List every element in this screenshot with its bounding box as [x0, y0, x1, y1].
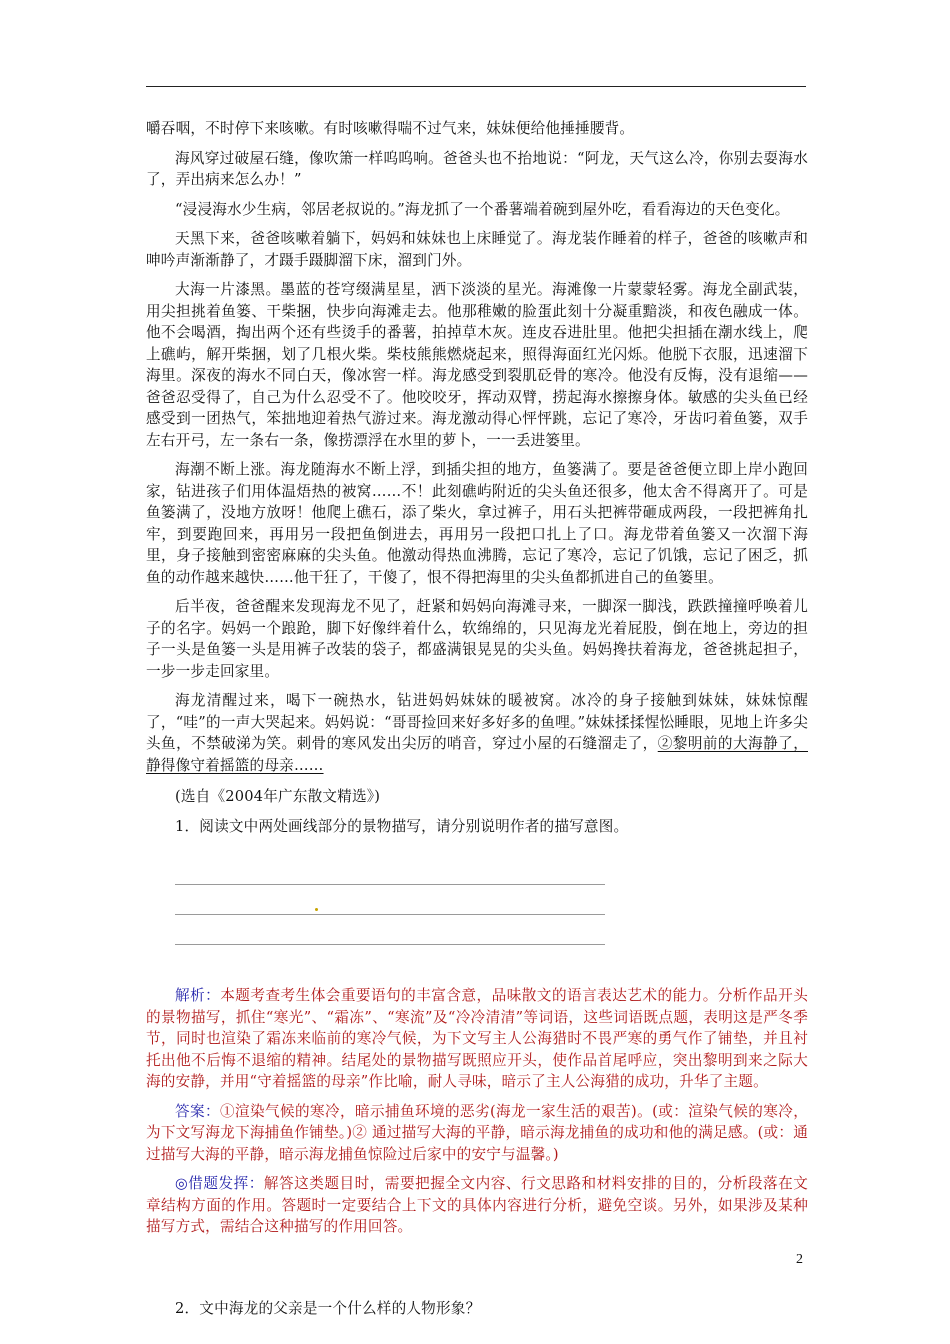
underlined-scenery-2: ②黎明前的大海静了，静得像守着摇篮的母亲……: [146, 735, 808, 774]
question-2: 2．文中海龙的父亲是一个什么样的人物形象？: [175, 1299, 481, 1317]
tip-block: [146, 1173, 808, 1238]
header-rule: [146, 86, 806, 87]
paragraph-4: 天黑下来，爸爸咳嗽着躺下，妈妈和妹妹也上床睡觉了。海龙装作睡着的样子，爸爸的咳嗽声和呻吟声渐渐静了，才蹑手蹑脚溜下床，溜到门外。: [146, 230, 808, 269]
page-number: 2: [796, 1252, 803, 1267]
answer-label: 答案：: [175, 1102, 220, 1120]
tip-text: 解答这类题目时，需要把握全文内容、行文思路和材料安排的目的，分析段落在文章结构方面的作用。答题时一定要结合上下文的具体内容进行分析，避免空谈。另外，如果涉及某种描写方式，需结合这种描写的作用回答。: [146, 1175, 808, 1235]
paragraph-1: 嚼吞咽，不时停下来咳嗽。有时咳嗽得喘不过气来，妹妹便给他捶捶腰背。: [146, 120, 635, 137]
question-1: 1．阅读文中两处画线部分的景物描写，请分别说明作者的描写意图。: [175, 817, 629, 835]
paragraph-8-text: 海龙清醒过来，喝下一碗热水，钻进妈妈妹妹的暖被窝。冰冷的身子接触到妹妹，妹妹惊醒了，“哇”的一声大哭起来。妈妈说：“哥哥捡回来好多好多的鱼哩。”妹妹揉揉惺忪睡眼，见地上许多尖头鱼，不禁破涕为笑。刺骨的寒风发出尖厉的哨音，穿过小屋的石缝溜走了，: [146, 692, 808, 752]
analysis-section: [146, 985, 808, 1238]
dot-mark: [315, 908, 318, 911]
document-body: [146, 118, 808, 1319]
source-citation: (选自《2004年广东散文精选》): [175, 788, 381, 805]
analysis-block: [146, 985, 808, 1093]
paragraph-3: “浸浸海水少生病，邻居老叔说的。”海龙抓了一个番薯端着碗到屋外吃，看看海边的天色变化。: [175, 200, 790, 218]
answer-block: [146, 1101, 808, 1166]
paragraph-2: 海风穿过破屋石缝，像吹箫一样呜呜响。爸爸头也不抬地说：“阿龙，天气这么冷，你别去耍海水了，弄出病来怎么办！”: [146, 149, 808, 188]
answer-text: ①渲染气候的寒冷，暗示捕鱼环境的恶劣(海龙一家生活的艰苦)。(或：渲染气候的寒冷，为下文写海龙下海捕鱼作铺垫。)② 通过描写大海的平静，暗示海龙捕鱼的成功和他的满足感。(或：通过描写大海的平静，暗示海龙捕鱼惊险过后家中的安宁与温馨。): [146, 1102, 808, 1163]
analysis-label: 解析：: [175, 987, 221, 1004]
answer-line[interactable]: [175, 885, 605, 915]
paragraph-6: 海潮不断上涨。海龙随海水不断上浮，到插尖担的地方，鱼篓满了。要是爸爸便立即上岸小跑回家，钻进孩子们用体温焐热的被窝……不！此刻礁屿附近的尖头鱼还很多，他太舍不得离开了。可是鱼篓满了，没地方放呀！他爬上礁石，添了柴火，拿过裤子，用石头把裤带砸成两段，一段把裤角扎牢，到要跑回来，再用另一段把鱼倒进去，再用另一段把口扎上了口。海龙带着鱼篓又一次溜下海里，身子接触到密密麻麻的尖头鱼。他激动得热血沸腾，忘记了寒冷，忘记了饥饿，忘记了困乏，抓鱼的动作越来越快……他干狂了，干傻了，恨不得把海里的尖头鱼都抓进自己的鱼篓里。: [146, 461, 808, 586]
paragraph-8: [146, 690, 808, 776]
paragraph-5: 大海一片漆黑。墨蓝的苍穹缀满星星，洒下淡淡的星光。海滩像一片蒙蒙轻雾。海龙全副武装，用尖担挑着鱼篓、干柴捆，快步向海滩走去。他那稚嫩的脸蛋此刻十分凝重黯淡，和夜色融成一体。他不会喝酒，掏出两个还有些烫手的番薯，拍掉草木灰。连皮吞进肚里。他把尖担插在潮水线上，爬上礁屿，解开柴捆，划了几根火柴。柴枝熊熊燃烧起来，照得海面红光闪烁。他脱下衣服，迅速溜下海里。深夜的海水不同白天，像冰窖一样。海龙感受到裂肌砭骨的寒冷。他没有反悔，没有退缩——爸爸忍受得了，自己为什么忍受不了。他咬咬牙，挥动双臂，捞起海水擦擦身体。敏感的尖头鱼已经感受到一团热气，笨拙地迎着热气游过来。海龙激动得心怦怦跳，忘记了寒冷，牙齿叼着鱼篓，双手左右开弓，左一条右一条，像捞漂浮在水里的萝卜，一一丢进篓里。: [146, 281, 808, 449]
tip-label: ◎借题发挥：: [175, 1175, 264, 1192]
answer-line[interactable]: [175, 915, 605, 945]
answer-lines: [175, 855, 605, 945]
analysis-text: 本题考查考生体会重要语句的丰富含意，品味散文的语言表达艺术的能力。分析作品开头的景物描写，抓住“寒光”、“霜冻”、“寒流”及“冷冷清清”等词语，这些词语既点题，表明这是严冬季节，同时也渲染了霜冻来临前的寒冷气候，为下文写主人公海猎时不畏严寒的勇气作了铺垫，并且衬托出他不后悔不退缩的精神。结尾处的景物描写既照应开头，使作品首尾呼应，突出黎明到来之际大海的安静，并用“守着摇篮的母亲”作比喻，耐人寻味，暗示了主人公海猎的成功，升华了主题。: [146, 987, 808, 1090]
paragraph-7: 后半夜，爸爸醒来发现海龙不见了，赶紧和妈妈向海滩寻来，一脚深一脚浅，跌跌撞撞呼唤着儿子的名字。妈妈一个踉跄，脚下好像绊着什么，软绵绵的，只见海龙光着屁股，倒在地上，旁边的担子一头是鱼篓一头是用裤子改装的袋子，都盛满银晃晃的尖头鱼。妈妈搀扶着海龙，爸爸挑起担子，一步一步走回家里。: [146, 598, 808, 680]
answer-line[interactable]: [175, 855, 605, 885]
